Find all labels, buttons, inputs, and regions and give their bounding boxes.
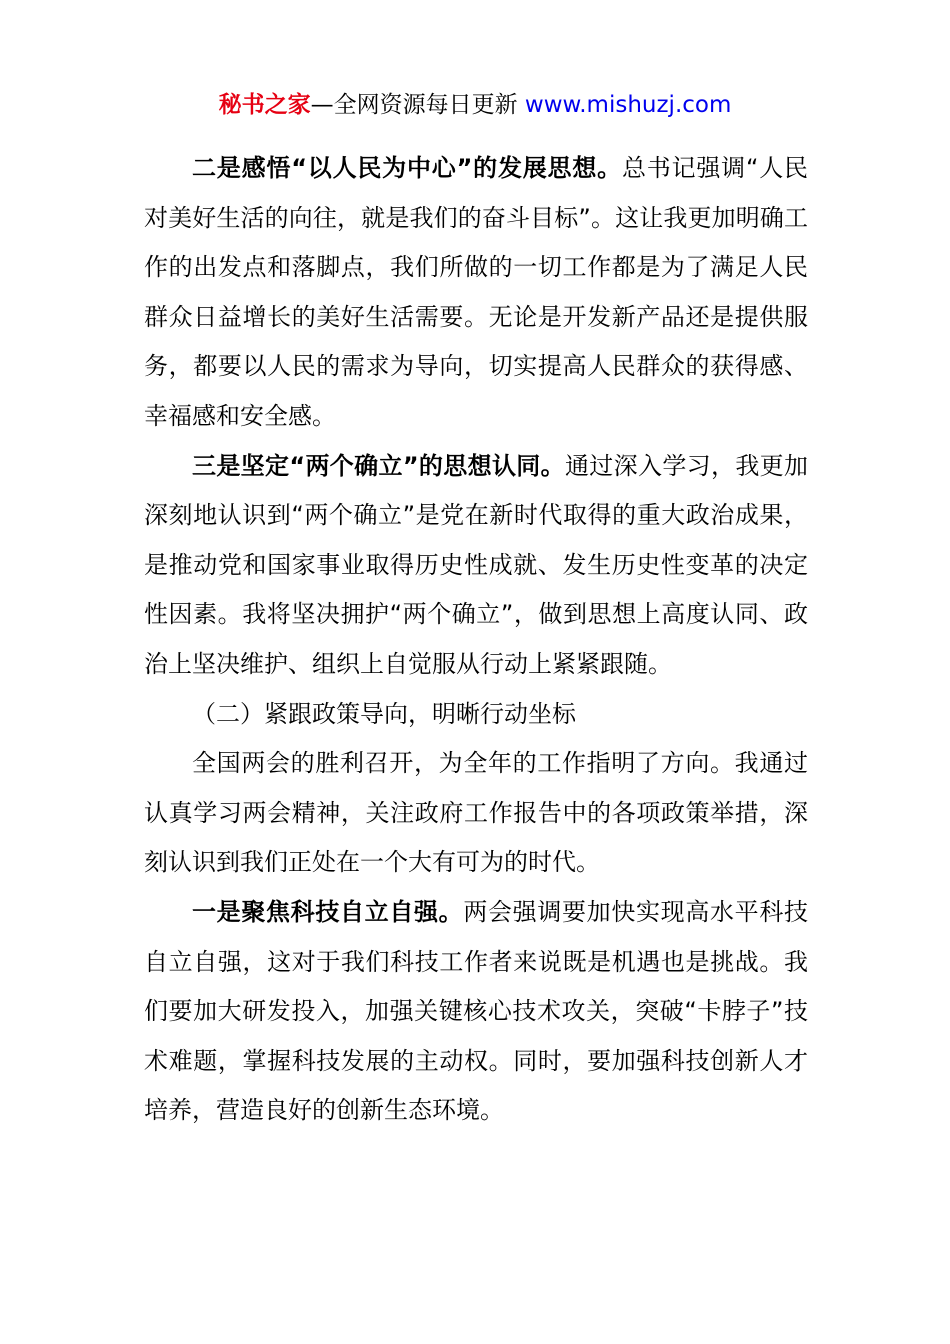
paragraph-text: 通过深入学习，我更加深刻地认识到“两个确立”是党在新时代取得的重大政治成果，是推动党和国家事业取得历史性成就、发生历史性变革的决定性因素。我将坚决拥护“两个确立”，做到思想上高度认同、政治上坚决维护、组织上自觉服从行动上紧紧跟随。 [144, 451, 809, 678]
site-header [0, 88, 950, 122]
section-heading [144, 690, 808, 740]
paragraph-two-sessions [144, 739, 808, 888]
document-body [144, 144, 808, 1136]
paragraph-text: 两会强调要加快实现高水平科技自立自强，这对于我们科技工作者来说既是机遇也是挑战。我们要加大研发投入，加强关键核心技术攻关，突破“卡脖子”技术难题，掌握科技发展的主动权。同时，要加强科技创新人才培养，营造良好的创新生态环境。 [144, 897, 809, 1125]
paragraph-people-centered [144, 144, 808, 442]
paragraph-text: 全国两会的胜利召开，为全年的工作指明了方向。我通过认真学习两会精神，关注政府工作报告中的各项政策举措，深刻认识到我们正处在一个大有可为的时代。 [144, 749, 808, 877]
paragraph-two-establishments [144, 442, 808, 690]
section-heading-text: （二）紧跟政策导向，明晰行动坐标 [192, 699, 576, 728]
paragraph-heading: 二是感悟“以人民为中心”的发展思想。 [192, 154, 622, 182]
paragraph-tech-self-reliance [144, 888, 808, 1136]
paragraph-heading: 一是聚焦科技自立自强。 [192, 897, 464, 926]
site-brand: 秘书之家 [218, 92, 311, 118]
paragraph-text: 总书记强调“人民对美好生活的向往，就是我们的奋斗目标”。这让我更加明确工作的出发点和落脚点，我们所做的一切工作都是为了满足人民群众日益增长的美好生活需要。无论是开发新产品还是提供服务，都要以人民的需求为导向，切实提高人民群众的获得感、幸福感和安全感。 [144, 154, 809, 430]
site-url-link[interactable]: www.mishuzj.com [524, 92, 732, 118]
site-tagline: —全网资源每日更新 [310, 92, 525, 118]
paragraph-heading: 三是坚定“两个确立”的思想认同。 [192, 451, 565, 480]
